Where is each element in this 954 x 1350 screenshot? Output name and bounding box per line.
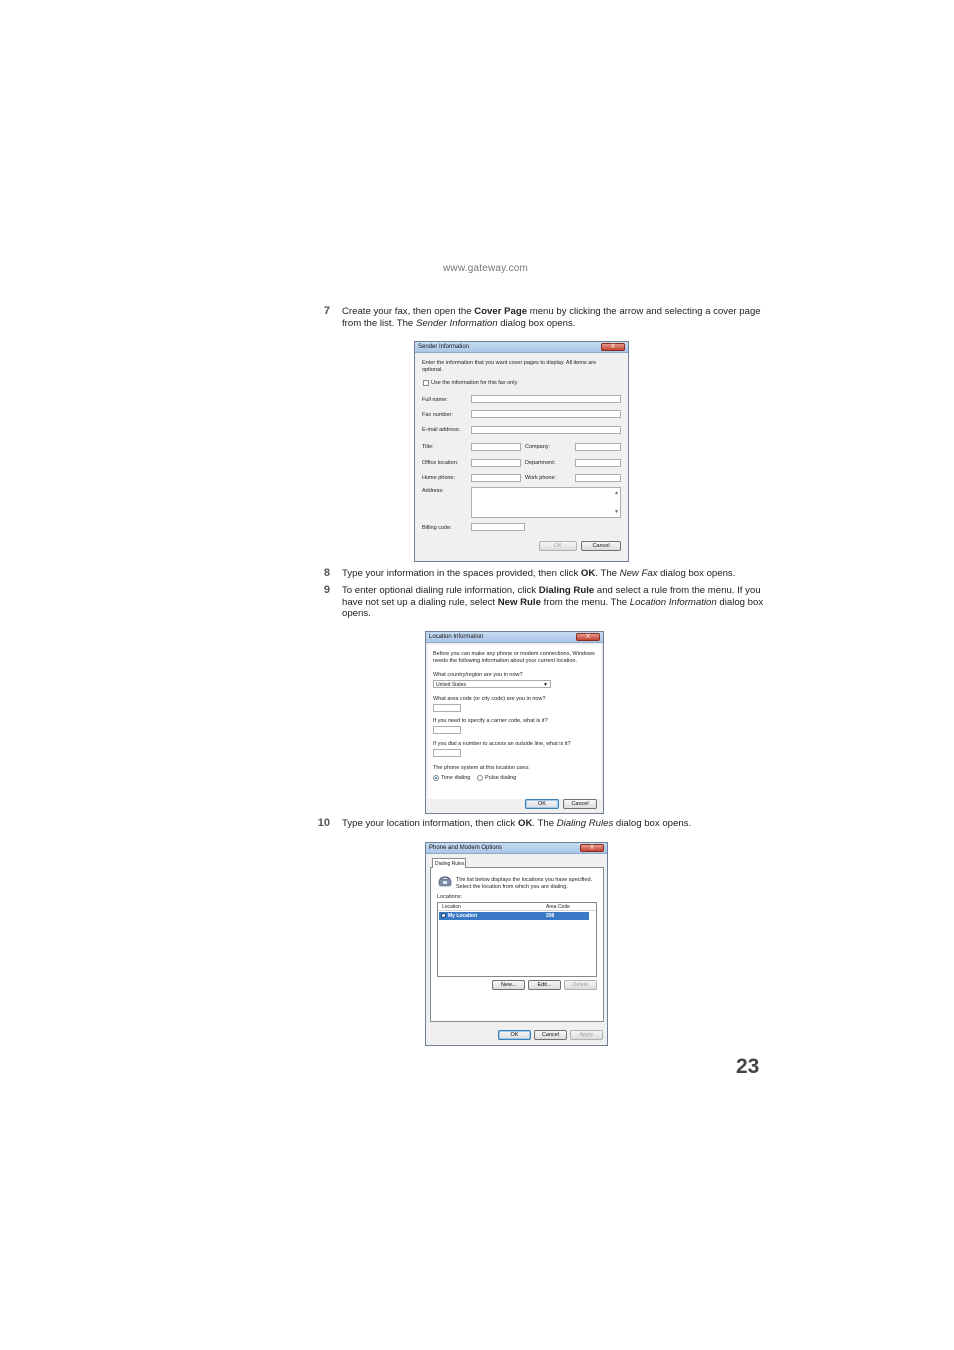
step-text: Type your information in the spaces provided, then click bbox=[342, 568, 581, 579]
step-7 bbox=[323, 305, 764, 329]
home-phone-label: Home phone: bbox=[422, 475, 456, 481]
step-text: menu by clicking the arrow and selecting a cover page from the list. The bbox=[342, 306, 761, 329]
new-button[interactable]: New... bbox=[492, 980, 525, 990]
use-once-label: Use the information for this fax only bbox=[431, 380, 518, 386]
step-text: from the menu. The bbox=[540, 596, 630, 608]
country-question: What country/region are you in now? bbox=[433, 672, 523, 678]
billing-field[interactable] bbox=[471, 523, 525, 531]
table-row[interactable] bbox=[439, 912, 589, 920]
title-label: Title: bbox=[422, 444, 434, 450]
intro-text: Before you can make any phone or modem connections, Windows needs the following information about your current location. bbox=[433, 651, 595, 664]
cancel-button[interactable]: Cancel bbox=[534, 1030, 567, 1040]
scroll-down-icon[interactable]: ▼ bbox=[614, 509, 619, 515]
tone-dialing-label: Tone dialing bbox=[441, 775, 471, 781]
step-text: Create your fax, then open the bbox=[342, 306, 475, 317]
step-bold: New Rule bbox=[497, 596, 541, 608]
carrier-question: If you need to specify a carrier code, what is it? bbox=[433, 718, 548, 724]
step-bold: OK bbox=[580, 568, 596, 579]
title-field[interactable] bbox=[471, 443, 521, 451]
step-text: dialog box opens. bbox=[342, 596, 764, 619]
step-9 bbox=[323, 584, 764, 620]
email-field[interactable] bbox=[471, 426, 621, 434]
outside-line-field[interactable] bbox=[433, 749, 461, 757]
step-number: 9 bbox=[323, 584, 330, 596]
step-bold: Dialing Rule bbox=[538, 585, 595, 596]
step-text: Type your location information, then click bbox=[342, 818, 518, 829]
ok-button[interactable]: OK bbox=[525, 799, 559, 809]
phone-modem-options-dialog bbox=[425, 842, 608, 1046]
tab-dialing-rules[interactable] bbox=[432, 858, 466, 868]
row-area-code: 208 bbox=[546, 913, 555, 919]
step-10 bbox=[317, 817, 764, 830]
address-label: Address: bbox=[422, 488, 444, 494]
area-code-question: What area code (or city code) are you in now? bbox=[433, 696, 546, 702]
step-italic: New Fax bbox=[619, 568, 658, 579]
step-number: 7 bbox=[323, 305, 330, 317]
work-phone-label: Work phone: bbox=[525, 475, 557, 481]
company-field[interactable] bbox=[575, 443, 621, 451]
country-value: United States bbox=[436, 682, 467, 688]
dialog-title: Phone and Modem Options bbox=[429, 845, 503, 851]
location-information-dialog bbox=[425, 631, 604, 814]
step-text: . The bbox=[532, 818, 557, 829]
titlebar bbox=[426, 632, 603, 643]
billing-label: Billing code: bbox=[422, 525, 452, 531]
step-text: and select a rule from the menu. If you have not set up a dialing rule, select bbox=[342, 585, 761, 608]
step-italic: Dialing Rules bbox=[556, 818, 614, 829]
titlebar bbox=[415, 342, 628, 353]
full-name-label: Full name: bbox=[422, 397, 448, 403]
chevron-down-icon[interactable]: ▼ bbox=[543, 682, 548, 688]
intro-text: Enter the information that you want cover pages to display. All items are optional. bbox=[422, 360, 597, 373]
apply-button[interactable]: Apply bbox=[570, 1030, 603, 1040]
email-label: E-mail address: bbox=[422, 427, 461, 433]
department-label: Department: bbox=[525, 460, 556, 466]
office-label: Office location: bbox=[422, 460, 459, 466]
office-field[interactable] bbox=[471, 459, 521, 467]
fax-number-field[interactable] bbox=[471, 410, 621, 418]
phone-icon bbox=[438, 875, 452, 887]
step-number: 10 bbox=[317, 817, 330, 829]
step-text: dialog box opens. bbox=[497, 317, 576, 329]
titlebar bbox=[426, 843, 607, 854]
cancel-button[interactable]: Cancel bbox=[581, 541, 621, 551]
department-field[interactable] bbox=[575, 459, 621, 467]
area-code-field[interactable] bbox=[433, 704, 461, 712]
intro-text: The list below displays the locations you have specified. Select the location from which you are dialing. bbox=[456, 877, 593, 890]
use-once-checkbox[interactable] bbox=[423, 380, 429, 386]
pulse-dialing-label: Pulse dialing bbox=[485, 775, 517, 781]
step-text: To enter optional dialing rule information, click bbox=[342, 585, 539, 596]
header-url: www.gateway.com bbox=[443, 263, 529, 274]
step-8 bbox=[323, 567, 764, 580]
close-button[interactable]: X bbox=[576, 633, 600, 641]
step-text: dialog box opens. bbox=[613, 818, 692, 829]
phone-system-label: The phone system at this location uses: bbox=[433, 765, 530, 771]
tab-label: Dialing Rules bbox=[435, 861, 465, 867]
step-italic: Location Information bbox=[629, 596, 717, 608]
address-field[interactable] bbox=[471, 487, 621, 518]
dialog-title: Sender Information bbox=[418, 344, 470, 350]
locations-list[interactable] bbox=[437, 902, 597, 977]
step-italic: Sender Information bbox=[415, 317, 498, 329]
scroll-up-icon[interactable]: ▲ bbox=[614, 490, 619, 496]
step-number: 8 bbox=[323, 567, 330, 579]
fax-number-label: Fax number: bbox=[422, 412, 453, 418]
step-bold: OK bbox=[517, 818, 533, 829]
column-location[interactable]: Location bbox=[442, 904, 461, 910]
delete-button[interactable]: Delete bbox=[564, 980, 597, 990]
full-name-field[interactable] bbox=[471, 395, 621, 403]
close-button[interactable]: X bbox=[580, 844, 604, 852]
ok-button[interactable]: OK bbox=[539, 541, 577, 551]
close-button[interactable]: X bbox=[601, 343, 625, 351]
page-number: 23 bbox=[736, 1055, 760, 1078]
dialog-title: Location Information bbox=[429, 634, 484, 640]
step-text: dialog box opens. bbox=[657, 568, 736, 579]
work-phone-field[interactable] bbox=[575, 474, 621, 482]
column-area-code[interactable]: Area Code bbox=[546, 904, 570, 910]
row-location: My Location bbox=[448, 913, 478, 919]
step-text: . The bbox=[595, 568, 620, 579]
home-phone-field[interactable] bbox=[471, 474, 521, 482]
step-bold: Cover Page bbox=[474, 306, 528, 317]
tone-dialing-radio[interactable] bbox=[433, 775, 439, 781]
carrier-code-field[interactable] bbox=[433, 726, 461, 734]
list-header bbox=[438, 903, 596, 911]
outside-line-question: If you dial a number to access an outside line, what is it? bbox=[433, 741, 571, 747]
ok-button[interactable]: OK bbox=[498, 1030, 531, 1040]
selected-radio-icon bbox=[441, 913, 446, 918]
sender-information-dialog bbox=[414, 341, 629, 562]
locations-label: Locations: bbox=[437, 894, 463, 900]
company-label: Company: bbox=[525, 444, 551, 450]
pulse-dialing-radio[interactable] bbox=[477, 775, 483, 781]
cancel-button[interactable]: Cancel bbox=[563, 799, 597, 809]
country-select[interactable] bbox=[433, 680, 551, 688]
edit-button[interactable]: Edit... bbox=[528, 980, 561, 990]
